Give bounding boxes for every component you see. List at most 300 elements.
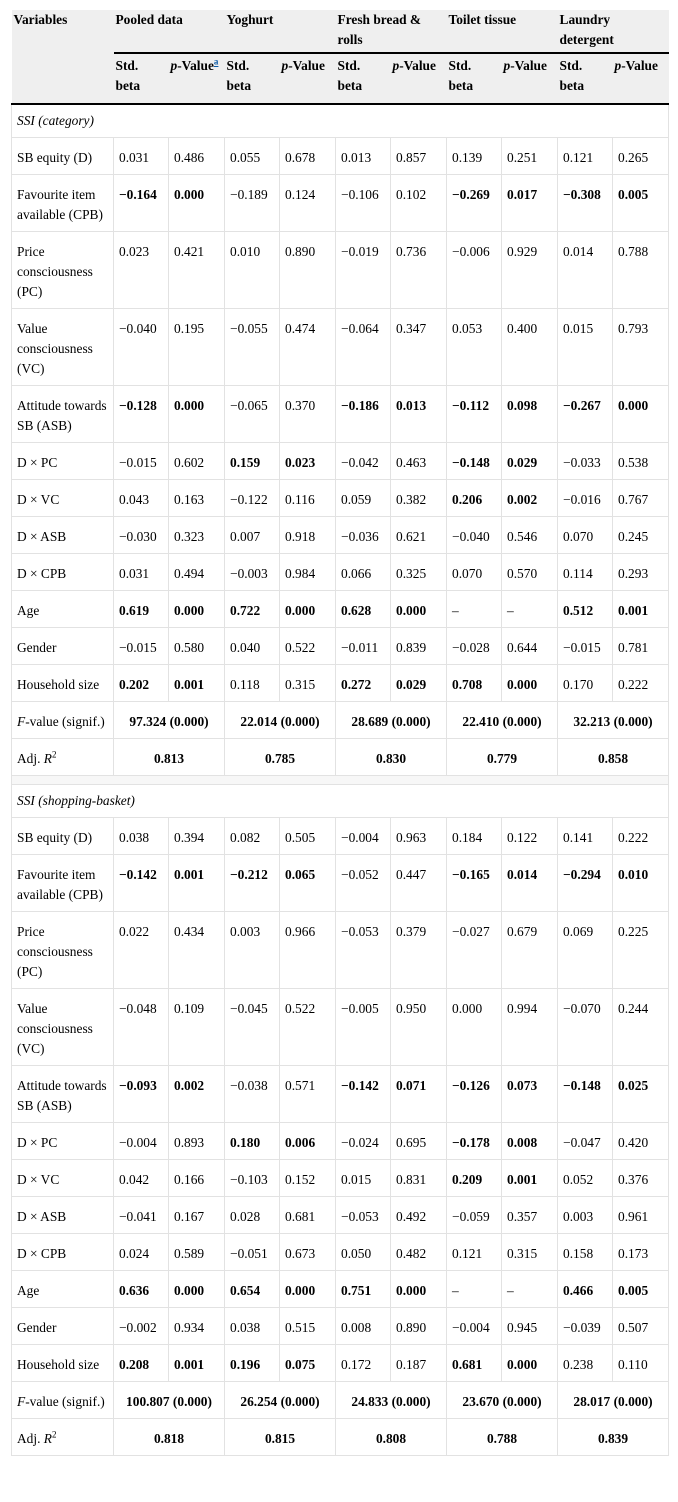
std-beta-cell: −0.030 bbox=[114, 517, 169, 554]
table-body bbox=[12, 104, 669, 1456]
std-beta-cell: −0.038 bbox=[225, 1066, 280, 1123]
std-beta-cell: −0.004 bbox=[336, 818, 391, 855]
p-value-cell: 0.293 bbox=[613, 554, 669, 591]
p-value-cell: 0.251 bbox=[502, 138, 558, 175]
adj-r2-cell: 0.808 bbox=[336, 1419, 447, 1456]
f-value-cell: 23.670 (0.000) bbox=[447, 1382, 558, 1419]
std-beta-cell: 0.082 bbox=[225, 818, 280, 855]
p-value-cell: 0.966 bbox=[280, 912, 336, 989]
std-beta-cell: −0.002 bbox=[114, 1308, 169, 1345]
std-beta-cell: 0.050 bbox=[336, 1234, 391, 1271]
p-value-cell: 0.029 bbox=[391, 665, 447, 702]
std-beta-cell: −0.051 bbox=[225, 1234, 280, 1271]
std-beta-cell: −0.004 bbox=[447, 1308, 502, 1345]
variable-label: D × CPB bbox=[12, 554, 114, 591]
p-value-cell: 0.025 bbox=[613, 1066, 669, 1123]
std-beta-cell: 0.619 bbox=[114, 591, 169, 628]
p-value-cell: 0.001 bbox=[502, 1160, 558, 1197]
variable-label: Favourite item available (CPB) bbox=[12, 175, 114, 232]
std-beta-header: Std. beta bbox=[447, 53, 502, 104]
section-spacer bbox=[12, 776, 669, 785]
p-value-cell: 0.001 bbox=[169, 665, 225, 702]
std-beta-cell: −0.033 bbox=[558, 443, 613, 480]
p-value-header bbox=[280, 53, 336, 104]
std-beta-cell: 0.059 bbox=[336, 480, 391, 517]
table-row bbox=[12, 818, 669, 855]
std-beta-cell: 0.008 bbox=[336, 1308, 391, 1345]
std-beta-cell: 0.052 bbox=[558, 1160, 613, 1197]
std-beta-header: Std. beta bbox=[225, 53, 280, 104]
std-beta-cell: – bbox=[447, 1271, 502, 1308]
std-beta-cell: 0.022 bbox=[114, 912, 169, 989]
p-value-cell: 0.945 bbox=[502, 1308, 558, 1345]
variable-label: D × CPB bbox=[12, 1234, 114, 1271]
section-title: SSI (category) bbox=[12, 104, 669, 138]
p-value-cell: 0.736 bbox=[391, 232, 447, 309]
table-row bbox=[12, 1234, 669, 1271]
std-beta-cell: −0.055 bbox=[225, 309, 280, 386]
adj-r2-row bbox=[12, 739, 669, 776]
table-row bbox=[12, 443, 669, 480]
p-value-cell: 0.000 bbox=[502, 665, 558, 702]
table-row bbox=[12, 175, 669, 232]
std-beta-cell: 0.010 bbox=[225, 232, 280, 309]
variable-label: Price consciousness (PC) bbox=[12, 232, 114, 309]
std-beta-cell: −0.053 bbox=[336, 1197, 391, 1234]
adj-r2-cell: 0.788 bbox=[447, 1419, 558, 1456]
variable-label: Age bbox=[12, 591, 114, 628]
std-beta-cell: 0.466 bbox=[558, 1271, 613, 1308]
p-value-cell: 0.102 bbox=[391, 175, 447, 232]
std-beta-cell: 0.121 bbox=[447, 1234, 502, 1271]
table-row bbox=[12, 232, 669, 309]
p-value-cell: 0.379 bbox=[391, 912, 447, 989]
f-label-text: -value (signif.) bbox=[25, 1394, 105, 1409]
p-value-cell: 0.163 bbox=[169, 480, 225, 517]
table-row bbox=[12, 855, 669, 912]
p-value-label: p-Value bbox=[170, 58, 214, 73]
p-value-label: p-Value bbox=[392, 58, 436, 73]
table-row bbox=[12, 591, 669, 628]
adj-r2-label bbox=[12, 1419, 114, 1456]
std-beta-cell: 0.208 bbox=[114, 1345, 169, 1382]
std-beta-cell: 0.114 bbox=[558, 554, 613, 591]
p-value-cell: 0.124 bbox=[280, 175, 336, 232]
std-beta-cell: −0.165 bbox=[447, 855, 502, 912]
p-value-cell: 0.001 bbox=[169, 1345, 225, 1382]
p-value-cell: 0.109 bbox=[169, 989, 225, 1066]
std-beta-cell: 0.708 bbox=[447, 665, 502, 702]
spacer-cell bbox=[12, 776, 669, 785]
variable-label: Household size bbox=[12, 665, 114, 702]
p-value-cell: 0.394 bbox=[169, 818, 225, 855]
variable-label: Favourite item available (CPB) bbox=[12, 855, 114, 912]
std-beta-cell: −0.048 bbox=[114, 989, 169, 1066]
p-value-cell: 0.005 bbox=[613, 175, 669, 232]
p-value-cell: 0.347 bbox=[391, 309, 447, 386]
std-beta-cell: −0.148 bbox=[558, 1066, 613, 1123]
variable-label: D × PC bbox=[12, 1123, 114, 1160]
std-beta-cell: 0.055 bbox=[225, 138, 280, 175]
p-value-cell: 0.621 bbox=[391, 517, 447, 554]
std-beta-cell: 0.070 bbox=[558, 517, 613, 554]
p-value-cell: 0.122 bbox=[502, 818, 558, 855]
adj-r2-cell: 0.813 bbox=[114, 739, 225, 776]
p-value-cell: 0.961 bbox=[613, 1197, 669, 1234]
table-row bbox=[12, 1271, 669, 1308]
p-value-header bbox=[613, 53, 669, 104]
p-value-cell: 0.325 bbox=[391, 554, 447, 591]
p-value-cell: 0.315 bbox=[280, 665, 336, 702]
header-row-groups bbox=[12, 10, 669, 53]
p-value-cell: 0.000 bbox=[169, 386, 225, 443]
std-beta-cell: −0.106 bbox=[336, 175, 391, 232]
p-value-label: p-Value bbox=[503, 58, 547, 73]
p-value-cell: 0.447 bbox=[391, 855, 447, 912]
p-value-cell: 0.265 bbox=[613, 138, 669, 175]
f-value-label bbox=[12, 702, 114, 739]
std-beta-cell: −0.186 bbox=[336, 386, 391, 443]
p-value-cell: 0.023 bbox=[280, 443, 336, 480]
f-value-cell: 32.213 (0.000) bbox=[558, 702, 669, 739]
std-beta-cell: 0.196 bbox=[225, 1345, 280, 1382]
p-value-cell: 0.005 bbox=[613, 1271, 669, 1308]
section-title-row bbox=[12, 785, 669, 818]
f-value-cell: 22.014 (0.000) bbox=[225, 702, 336, 739]
p-value-cell: 0.400 bbox=[502, 309, 558, 386]
p-value-cell: 0.681 bbox=[280, 1197, 336, 1234]
std-beta-cell: −0.047 bbox=[558, 1123, 613, 1160]
p-value-cell: 0.000 bbox=[169, 591, 225, 628]
p-value-cell: 0.370 bbox=[280, 386, 336, 443]
r2-superscript: 2 bbox=[51, 1429, 57, 1440]
table-row bbox=[12, 989, 669, 1066]
variable-label: D × VC bbox=[12, 480, 114, 517]
p-value-cell: 0.950 bbox=[391, 989, 447, 1066]
std-beta-cell: 0.031 bbox=[114, 554, 169, 591]
p-value-cell: 0.000 bbox=[391, 1271, 447, 1308]
std-beta-cell: 0.170 bbox=[558, 665, 613, 702]
p-value-cell: 0.001 bbox=[169, 855, 225, 912]
std-beta-cell: −0.036 bbox=[336, 517, 391, 554]
p-value-cell: 0.006 bbox=[280, 1123, 336, 1160]
std-beta-cell: 0.003 bbox=[558, 1197, 613, 1234]
std-beta-cell: −0.148 bbox=[447, 443, 502, 480]
p-value-cell: 0.071 bbox=[391, 1066, 447, 1123]
variable-label: Attitude towards SB (ASB) bbox=[12, 386, 114, 443]
p-value-header bbox=[391, 53, 447, 104]
std-beta-cell: 0.118 bbox=[225, 665, 280, 702]
std-beta-cell: 0.013 bbox=[336, 138, 391, 175]
adj-r2-label bbox=[12, 739, 114, 776]
variable-label: Value consciousness (VC) bbox=[12, 989, 114, 1066]
p-value-cell: 0.000 bbox=[280, 591, 336, 628]
p-value-cell: 0.474 bbox=[280, 309, 336, 386]
p-value-cell: 0.788 bbox=[613, 232, 669, 309]
std-beta-cell: 0.238 bbox=[558, 1345, 613, 1382]
variable-label: Price consciousness (PC) bbox=[12, 912, 114, 989]
f-label-text: -value (signif.) bbox=[25, 714, 105, 729]
std-beta-cell: 0.040 bbox=[225, 628, 280, 665]
std-beta-cell: −0.040 bbox=[447, 517, 502, 554]
p-value-cell: 0.589 bbox=[169, 1234, 225, 1271]
p-value-cell: 0.002 bbox=[169, 1066, 225, 1123]
table-row bbox=[12, 309, 669, 386]
p-value-cell: 0.538 bbox=[613, 443, 669, 480]
p-value-cell: 0.522 bbox=[280, 989, 336, 1066]
std-beta-cell: −0.040 bbox=[114, 309, 169, 386]
std-beta-cell: 0.158 bbox=[558, 1234, 613, 1271]
p-value-cell: 0.421 bbox=[169, 232, 225, 309]
std-beta-cell: 0.070 bbox=[447, 554, 502, 591]
group-header-bread: Fresh bread & rolls bbox=[336, 10, 447, 53]
p-value-cell: 0.934 bbox=[169, 1308, 225, 1345]
p-value-cell: 0.382 bbox=[391, 480, 447, 517]
variable-label: D × PC bbox=[12, 443, 114, 480]
p-value-cell: 0.167 bbox=[169, 1197, 225, 1234]
table-row bbox=[12, 1345, 669, 1382]
std-beta-cell: 0.024 bbox=[114, 1234, 169, 1271]
std-beta-cell: −0.024 bbox=[336, 1123, 391, 1160]
std-beta-cell: −0.065 bbox=[225, 386, 280, 443]
variable-label: SB equity (D) bbox=[12, 818, 114, 855]
std-beta-cell: −0.294 bbox=[558, 855, 613, 912]
std-beta-cell: 0.023 bbox=[114, 232, 169, 309]
std-beta-cell: −0.041 bbox=[114, 1197, 169, 1234]
f-letter: F bbox=[17, 1394, 26, 1409]
std-beta-cell: 0.184 bbox=[447, 818, 502, 855]
p-value-cell: 0.602 bbox=[169, 443, 225, 480]
variable-label: Gender bbox=[12, 628, 114, 665]
std-beta-cell: −0.015 bbox=[558, 628, 613, 665]
f-value-row bbox=[12, 702, 669, 739]
p-value-cell: 0.673 bbox=[280, 1234, 336, 1271]
adj-r2-cell: 0.839 bbox=[558, 1419, 669, 1456]
std-beta-cell: 0.681 bbox=[447, 1345, 502, 1382]
p-value-cell: 0.781 bbox=[613, 628, 669, 665]
p-value-cell: 0.323 bbox=[169, 517, 225, 554]
p-value-label: p-Value bbox=[614, 58, 658, 73]
table-row bbox=[12, 665, 669, 702]
variable-label: Household size bbox=[12, 1345, 114, 1382]
p-value-cell: 0.315 bbox=[502, 1234, 558, 1271]
f-letter: F bbox=[17, 714, 26, 729]
std-beta-cell: −0.126 bbox=[447, 1066, 502, 1123]
group-header-tissue: Toilet tissue bbox=[447, 10, 558, 53]
p-value-cell: 0.678 bbox=[280, 138, 336, 175]
p-value-cell: 0.116 bbox=[280, 480, 336, 517]
variable-label: D × ASB bbox=[12, 1197, 114, 1234]
std-beta-cell: −0.178 bbox=[447, 1123, 502, 1160]
std-beta-cell: 0.014 bbox=[558, 232, 613, 309]
std-beta-cell: 0.007 bbox=[225, 517, 280, 554]
p-value-cell: 0.110 bbox=[613, 1345, 669, 1382]
std-beta-cell: 0.053 bbox=[447, 309, 502, 386]
p-value-cell: 0.767 bbox=[613, 480, 669, 517]
p-value-cell: 0.000 bbox=[280, 1271, 336, 1308]
std-beta-cell: −0.011 bbox=[336, 628, 391, 665]
std-beta-cell: 0.042 bbox=[114, 1160, 169, 1197]
variable-label: SB equity (D) bbox=[12, 138, 114, 175]
p-value-cell: 0.013 bbox=[391, 386, 447, 443]
group-header-detergent: Laundry detergent bbox=[558, 10, 669, 53]
std-beta-cell: −0.027 bbox=[447, 912, 502, 989]
p-value-cell: 0.000 bbox=[613, 386, 669, 443]
p-value-cell: 0.357 bbox=[502, 1197, 558, 1234]
adj-r2-text: Adj. R bbox=[17, 1431, 52, 1446]
f-value-cell: 28.017 (0.000) bbox=[558, 1382, 669, 1419]
table-row bbox=[12, 1123, 669, 1160]
group-header-pooled: Pooled data bbox=[114, 10, 225, 53]
adj-r2-cell: 0.858 bbox=[558, 739, 669, 776]
p-value-cell: 0.695 bbox=[391, 1123, 447, 1160]
p-value-cell: 0.890 bbox=[391, 1308, 447, 1345]
std-beta-cell: −0.006 bbox=[447, 232, 502, 309]
p-value-cell: 0.222 bbox=[613, 665, 669, 702]
p-value-cell: 0.546 bbox=[502, 517, 558, 554]
p-value-cell: 0.002 bbox=[502, 480, 558, 517]
std-beta-cell: −0.005 bbox=[336, 989, 391, 1066]
p-value-cell: 0.065 bbox=[280, 855, 336, 912]
p-value-cell: 0.075 bbox=[280, 1345, 336, 1382]
std-beta-cell: 0.751 bbox=[336, 1271, 391, 1308]
p-value-cell: 0.000 bbox=[169, 1271, 225, 1308]
p-value-cell: 0.152 bbox=[280, 1160, 336, 1197]
std-beta-cell: −0.042 bbox=[336, 443, 391, 480]
p-value-cell: 0.839 bbox=[391, 628, 447, 665]
p-value-cell: 0.486 bbox=[169, 138, 225, 175]
p-value-cell: 0.570 bbox=[502, 554, 558, 591]
f-value-cell: 24.833 (0.000) bbox=[336, 1382, 447, 1419]
f-value-cell: 22.410 (0.000) bbox=[447, 702, 558, 739]
std-beta-cell: −0.059 bbox=[447, 1197, 502, 1234]
p-value-cell: 0.010 bbox=[613, 855, 669, 912]
std-beta-cell: −0.015 bbox=[114, 628, 169, 665]
p-value-cell: 0.929 bbox=[502, 232, 558, 309]
p-value-cell: 0.482 bbox=[391, 1234, 447, 1271]
p-letter: p bbox=[614, 58, 622, 73]
p-value-cell: 0.890 bbox=[280, 232, 336, 309]
std-beta-cell: −0.112 bbox=[447, 386, 502, 443]
p-value-header bbox=[502, 53, 558, 104]
std-beta-cell: 0.038 bbox=[225, 1308, 280, 1345]
p-letter: p bbox=[281, 58, 289, 73]
p-value-cell: 0.515 bbox=[280, 1308, 336, 1345]
f-value-cell: 97.324 (0.000) bbox=[114, 702, 225, 739]
regression-table bbox=[11, 10, 669, 1456]
p-value-cell: 0.963 bbox=[391, 818, 447, 855]
std-beta-cell: 0.015 bbox=[336, 1160, 391, 1197]
std-beta-cell: −0.004 bbox=[114, 1123, 169, 1160]
std-beta-cell: 0.209 bbox=[447, 1160, 502, 1197]
std-beta-cell: 0.031 bbox=[114, 138, 169, 175]
table-row bbox=[12, 1197, 669, 1234]
p-value-cell: 0.376 bbox=[613, 1160, 669, 1197]
p-value-cell: 0.014 bbox=[502, 855, 558, 912]
p-value-cell: 0.492 bbox=[391, 1197, 447, 1234]
std-beta-cell: 0.066 bbox=[336, 554, 391, 591]
std-beta-cell: 0.069 bbox=[558, 912, 613, 989]
p-value-cell: 0.073 bbox=[502, 1066, 558, 1123]
p-value-cell: 0.571 bbox=[280, 1066, 336, 1123]
std-beta-header: Std. beta bbox=[114, 53, 169, 104]
p-value-cell: 0.679 bbox=[502, 912, 558, 989]
std-beta-cell: −0.003 bbox=[225, 554, 280, 591]
std-beta-cell: 0.202 bbox=[114, 665, 169, 702]
p-value-cell: 0.000 bbox=[391, 591, 447, 628]
r-letter: R bbox=[43, 1431, 52, 1446]
p-value-cell: 0.245 bbox=[613, 517, 669, 554]
std-beta-cell: 0.722 bbox=[225, 591, 280, 628]
std-beta-cell: −0.142 bbox=[336, 1066, 391, 1123]
p-value-cell: 0.001 bbox=[613, 591, 669, 628]
table-row bbox=[12, 480, 669, 517]
std-beta-cell: 0.272 bbox=[336, 665, 391, 702]
std-beta-cell: 0.028 bbox=[225, 1197, 280, 1234]
std-beta-cell: −0.269 bbox=[447, 175, 502, 232]
p-value-cell: 0.463 bbox=[391, 443, 447, 480]
std-beta-cell: −0.064 bbox=[336, 309, 391, 386]
variable-label: Age bbox=[12, 1271, 114, 1308]
p-value-cell: 0.984 bbox=[280, 554, 336, 591]
std-beta-cell: 0.159 bbox=[225, 443, 280, 480]
p-value-cell: 0.644 bbox=[502, 628, 558, 665]
p-value-cell: 0.008 bbox=[502, 1123, 558, 1160]
variable-label: D × VC bbox=[12, 1160, 114, 1197]
section-title-row bbox=[12, 104, 669, 138]
std-beta-cell: 0.038 bbox=[114, 818, 169, 855]
p-value-cell: 0.187 bbox=[391, 1345, 447, 1382]
std-beta-cell: −0.093 bbox=[114, 1066, 169, 1123]
adj-r2-cell: 0.818 bbox=[114, 1419, 225, 1456]
r-letter: R bbox=[43, 751, 52, 766]
std-beta-cell: −0.039 bbox=[558, 1308, 613, 1345]
p-value-cell: 0.195 bbox=[169, 309, 225, 386]
p-value-cell: 0.000 bbox=[502, 1345, 558, 1382]
table-row bbox=[12, 554, 669, 591]
f-value-label bbox=[12, 1382, 114, 1419]
p-value-cell: 0.793 bbox=[613, 309, 669, 386]
p-value-cell: 0.494 bbox=[169, 554, 225, 591]
footnote-link[interactable]: a bbox=[213, 56, 219, 67]
std-beta-cell: −0.045 bbox=[225, 989, 280, 1066]
p-value-cell: 0.244 bbox=[613, 989, 669, 1066]
f-value-cell: 26.254 (0.000) bbox=[225, 1382, 336, 1419]
std-beta-cell: 0.636 bbox=[114, 1271, 169, 1308]
p-value-cell: 0.017 bbox=[502, 175, 558, 232]
f-value-row bbox=[12, 1382, 669, 1419]
std-beta-header: Std. beta bbox=[558, 53, 613, 104]
std-beta-cell: −0.016 bbox=[558, 480, 613, 517]
std-beta-cell: −0.070 bbox=[558, 989, 613, 1066]
std-beta-cell: 0.003 bbox=[225, 912, 280, 989]
std-beta-cell: 0.206 bbox=[447, 480, 502, 517]
std-beta-cell: 0.141 bbox=[558, 818, 613, 855]
r2-superscript: 2 bbox=[51, 749, 57, 760]
table-row bbox=[12, 628, 669, 665]
p-letter: p bbox=[170, 58, 178, 73]
std-beta-cell: 0.121 bbox=[558, 138, 613, 175]
std-beta-cell: −0.128 bbox=[114, 386, 169, 443]
group-header-yoghurt: Yoghurt bbox=[225, 10, 336, 53]
std-beta-cell: 0.043 bbox=[114, 480, 169, 517]
variable-label: Value consciousness (VC) bbox=[12, 309, 114, 386]
table-row bbox=[12, 1066, 669, 1123]
p-value-cell: – bbox=[502, 1271, 558, 1308]
table-row bbox=[12, 912, 669, 989]
adj-r2-cell: 0.815 bbox=[225, 1419, 336, 1456]
variable-label: Gender bbox=[12, 1308, 114, 1345]
